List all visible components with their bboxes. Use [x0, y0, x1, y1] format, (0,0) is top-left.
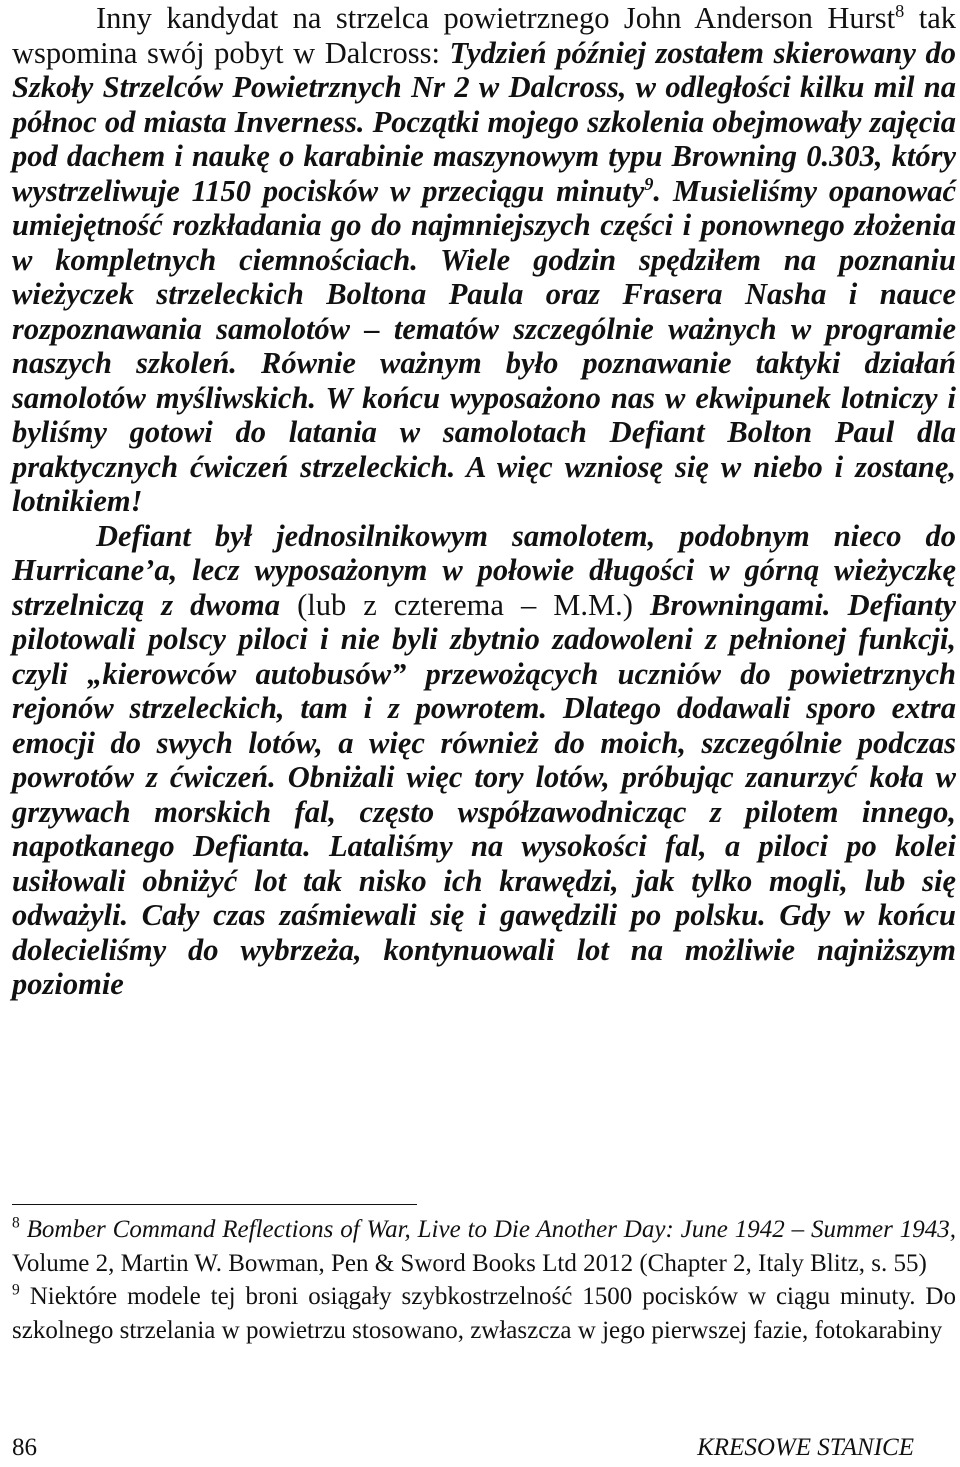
footnotes: [12, 1213, 956, 1347]
footnote-8-details: Volume 2, Martin W. Bowman, Pen & Sword Books Ltd 2012 (Chapter 2, Italy Blitz, s. 55): [12, 1249, 927, 1277]
paragraph1-intro-cont: tak wspomina swój pobyt w Dalcross:: [12, 1, 956, 70]
footnote-8: [12, 1213, 956, 1280]
footnote-8-mark: 8: [12, 1214, 20, 1232]
defiant-quote-part-1: Defiant był jednosilnikowym samolotem, podobnym nieco do Hurricane’a, lecz wyposażonym w połowie długości w górną wieżyczkę strzelniczą z dwoma: [12, 518, 956, 622]
quote-part-2: . Musieliśmy opanować umiejętność rozkładania go do najmniejszych części i ponownego złożenia w kompletnych ciemnościach. Wiele godzin spędziłem na poznaniu wieżyczek strzeleckich Boltona Paula oraz Frasera Nasha i nauce rozpoznawania samolotów – tematów szczególnie ważnych w programie naszych szkoleń. Równie ważnym było poznawanie taktyki działań samolotów myśliwskich. W końcu wyposażono nas w ekwipunek lotniczy i byliśmy gotowi do latania w samolotach Defiant Bolton Paul dla praktycznych ćwiczeń strzeleckich. A więc wzniosę się w niebo i zostanę, lotnikiem!: [12, 173, 956, 518]
paragraph1-intro: Inny kandydat na strzelca powietrznego John Anderson Hurst: [96, 1, 896, 35]
footnote-9-text: Niektóre modele tej broni osiągały szybkostrzelność 1500 pocisków w ciągu minuty. Do szkolnego strzelania w powietrzu stosowano, zwłaszcza w jego pierwszej fazie, fotokarabiny: [12, 1283, 956, 1344]
paragraph-hurst-recollection: [12, 1, 956, 519]
footnote-9: [12, 1280, 956, 1347]
footnote-8-title: Bomber Command Reflections of War, Live to Die Another Day: June 1942 – Summer 1943,: [19, 1216, 956, 1243]
footnote-separator: [12, 1204, 417, 1205]
footnote-9-mark: 9: [12, 1281, 20, 1299]
quote-part-1: Tydzień później zostałem skierowany do Szkoły Strzelców Powietrznych Nr 2 w Dalcross, w odległości kilku mil na północ od miasta Inverness. Początki mojego szkolenia obejmowały zajęcia pod dachem i naukę o karabinie maszynowym typu Browning 0.303, który wystrzeliwuje 1150 pocisków w przeciągu minuty: [12, 35, 956, 208]
book-page: [12, 0, 956, 1464]
editor-aside: (lub z czterema – M.M.): [280, 587, 650, 622]
running-title: KRESOWE STANICE: [697, 1434, 914, 1461]
page-number: 86: [12, 1434, 37, 1461]
footnote-ref-8[interactable]: 8: [895, 0, 905, 21]
footnote-ref-9[interactable]: 9: [644, 173, 654, 194]
main-text: [12, 1, 956, 1002]
defiant-quote-part-2: Browningami. Defianty pilotowali polscy piloci i nie byli zbytnio zadowoleni z pełnionej funkcji, czyli „kierowców autobusów” przewożących uczniów do powietrznych rejonów strzeleckich, tam i z powrotem. Dlatego dodawali sporo extra emocji do swych lotów, a więc również do moich, szczególnie podczas powrotów z ćwiczeń. Obniżali więc tory lotów, próbując zanurzyć koła w grzywach morskich fal, często współzawodnicząc z pilotem innego, napotkanego Defianta. Lataliśmy na wysokości fal, a piloci po kolei usiłowali obniżyć lot tak nisko ich krawędzi, jak tylko mogli, lub się odważyli. Cały czas zaśmiewali się i gawędzili po polsku. Gdy w końcu dolecieliśmy do wybrzeża, kontynuowali lot na możliwie najniższym poziomie: [12, 587, 956, 1001]
paragraph-defiant: [12, 519, 956, 1002]
page-footer: [12, 1433, 956, 1467]
